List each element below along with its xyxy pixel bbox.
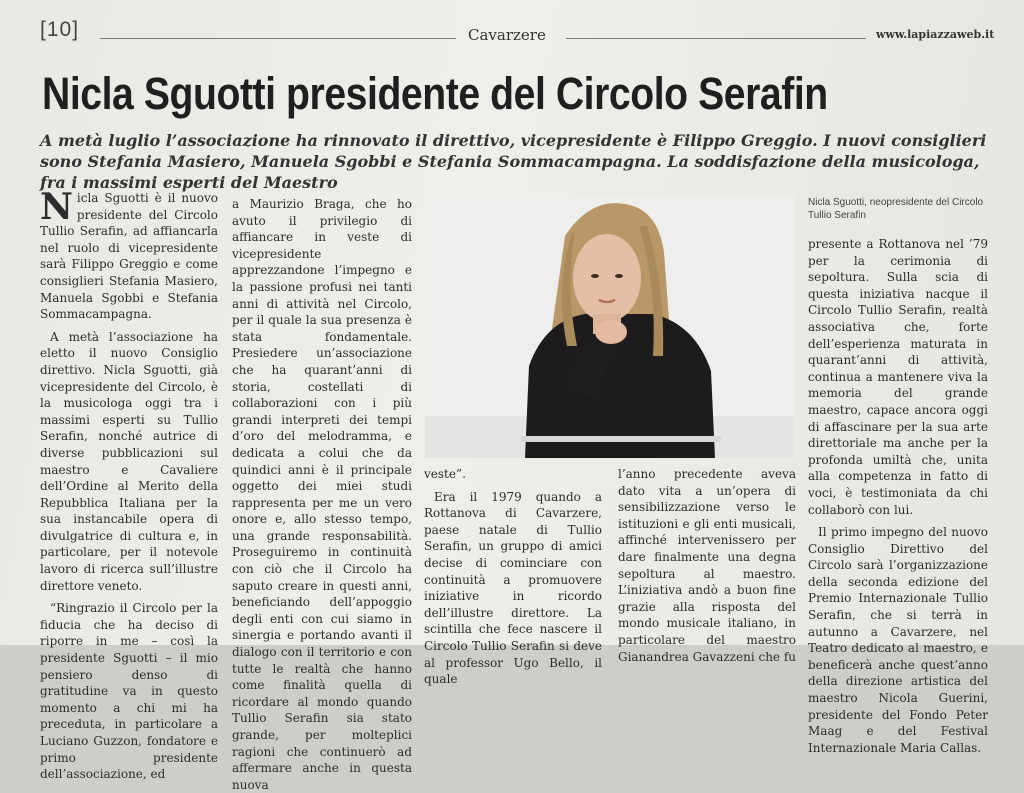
article-column-3 [424, 466, 602, 694]
page-number: [10] [40, 18, 80, 41]
paragraph: l’anno precedente aveva dato vita a un’opera di sensibilizzazione verso le istituzioni e gli enti musicali, affinché intervenissero per dare finalmente una degna sepoltura al maestro. L’iniziativa andò a buon fine grazie alla risposta del mondo musicale italiano, in particolare del maestro Gianandrea Gavazzeni che fu [618, 467, 797, 664]
paragraph: Era il 1979 quando a Rottanova di Cavarzere, paese natale di Tullio Serafin, un gruppo di amici decise di cominciare con continuità a promuovere iniziative in ricordo dell’illustre direttore. La scintilla che fece nascere il Circolo Tullio Serafin si deve al professor Ugo Bello, il quale [424, 489, 602, 687]
article-headline: Nicla Sguotti presidente del Circolo Serafin [42, 68, 828, 119]
page-header [0, 0, 1024, 56]
photo-caption: Nicla Sguotti, neopresidente del Circolo Tullio Serafin [808, 197, 984, 221]
paragraph: Il primo impegno del nuovo Consiglio Direttivo del Circolo sarà l’organizzazione della seconda edizione del Premio Internazionale Tullio Serafin, che si terrà in autunno a Cavarzere, nel Teatro dedicato al maestro, e beneficerà anche quest’anno della direzione artistica del maestro Nicola Guerini, presidente del Fondo Peter Maag e del Festival Internazionale Maria Callas. [808, 525, 988, 755]
article-column-1 [40, 186, 218, 789]
header-rule-left [100, 38, 456, 39]
paragraph: a Maurizio Braga, che ho avuto il privilegio di affiancare in veste di vicepresidente apprezzandone l’impegno e la passione profusi nei tanti anni di attività nel Circolo, per il quale la sua presenza è stata fondamentale. Presiedere un’associazione che ha quarant’anni di storia, costellati di collaborazioni con i più grandi interpreti dei tempi d’oro del melodramma, e dedicata a colui che da quindici anni è il principale oggetto dei miei studi rappresenta per me un vero onore e, allo stesso tempo, una grande responsabilità. Proseguiremo in continuità con ciò che il Circolo ha saputo creare in questi anni, beneficiando dell’appoggio degli enti con cui siamo in sinergia e portando avanti il dialogo con il territorio e con tutte le realtà che hanno come finalità quella di ricordare al mondo quando Tullio Serafin sia stato grande, per molteplici ragioni che continuerò ad affermare anche in questa nuova [232, 197, 412, 792]
section-name: Cavarzere [468, 26, 546, 44]
header-rule-right [566, 38, 866, 39]
portrait-photo [425, 196, 795, 458]
paragraph: presente a Rottanova nel ’79 per la cerimonia di sepoltura. Sulla scia di questa iniziativa nacque il Circolo Tullio Serafin, realtà associativa che, forte dell’esperienza maturata in quarant’anni di attività, continua a mantenere viva la memoria del grande maestro, capace ancora oggi di affascinare per la sua arte direttoriale ma anche per la profonda umiltà che, unita alla competenza in fatto di voci, è testimoniata da chi collaborò con lui. [808, 237, 988, 517]
paragraph: A metà l’associazione ha eletto il nuovo Consiglio direttivo. Nicla Sguotti, già vicepresidente del Circolo, è la musicologa oggi tra i massimi esperti su Tullio Serafin, nonché autrice di diverse pubblicazioni sul maestro e Cavaliere dell’Ordine al Merito della Repubblica Italiana per la sua instancabile opera di divulgatrice di cultura e, in particolare, per il notevole lavoro di ricerca sull’illustre direttore veneto. [40, 329, 218, 593]
article-column-2 [232, 196, 412, 792]
website-url[interactable]: www.lapiazzaweb.it [876, 28, 995, 41]
paragraph: “Ringrazio il Circolo per la fiducia che ha deciso di riporre in me – così la presidente Sguotti – il mio pensiero denso di gratitudine va in questo momento a chi mi ha preceduta, in particolare a Luciano Guzzon, fondatore e primo presidente dell’associazione, ed [40, 601, 218, 782]
article-column-4 [618, 466, 796, 671]
paragraph: veste”. [424, 467, 466, 481]
article-subheadline: A metà luglio l’associazione ha rinnovato il direttivo, vicepresidente è Filippo Greggio. I nuovi consiglieri sono Stefania Masiero, Manuela Sgobbi e Stefania Sommacampagna. La soddisfazione della musicologa, fra i massimi esperti del Maestro [40, 131, 987, 192]
paragraph [40, 186, 218, 323]
article-column-5 [808, 236, 988, 762]
paragraph-text: icla Sguotti è il nuovo presidente del Circolo Tullio Serafin, ad affiancarla nel ruolo di vicepresidente sarà Filippo Greggio e come consiglieri Stefania Masiero, Manuela Sgobbi e Stefania Sommacampagna. [40, 191, 218, 322]
portrait-illustration [425, 196, 795, 458]
drop-cap: N [40, 186, 73, 228]
